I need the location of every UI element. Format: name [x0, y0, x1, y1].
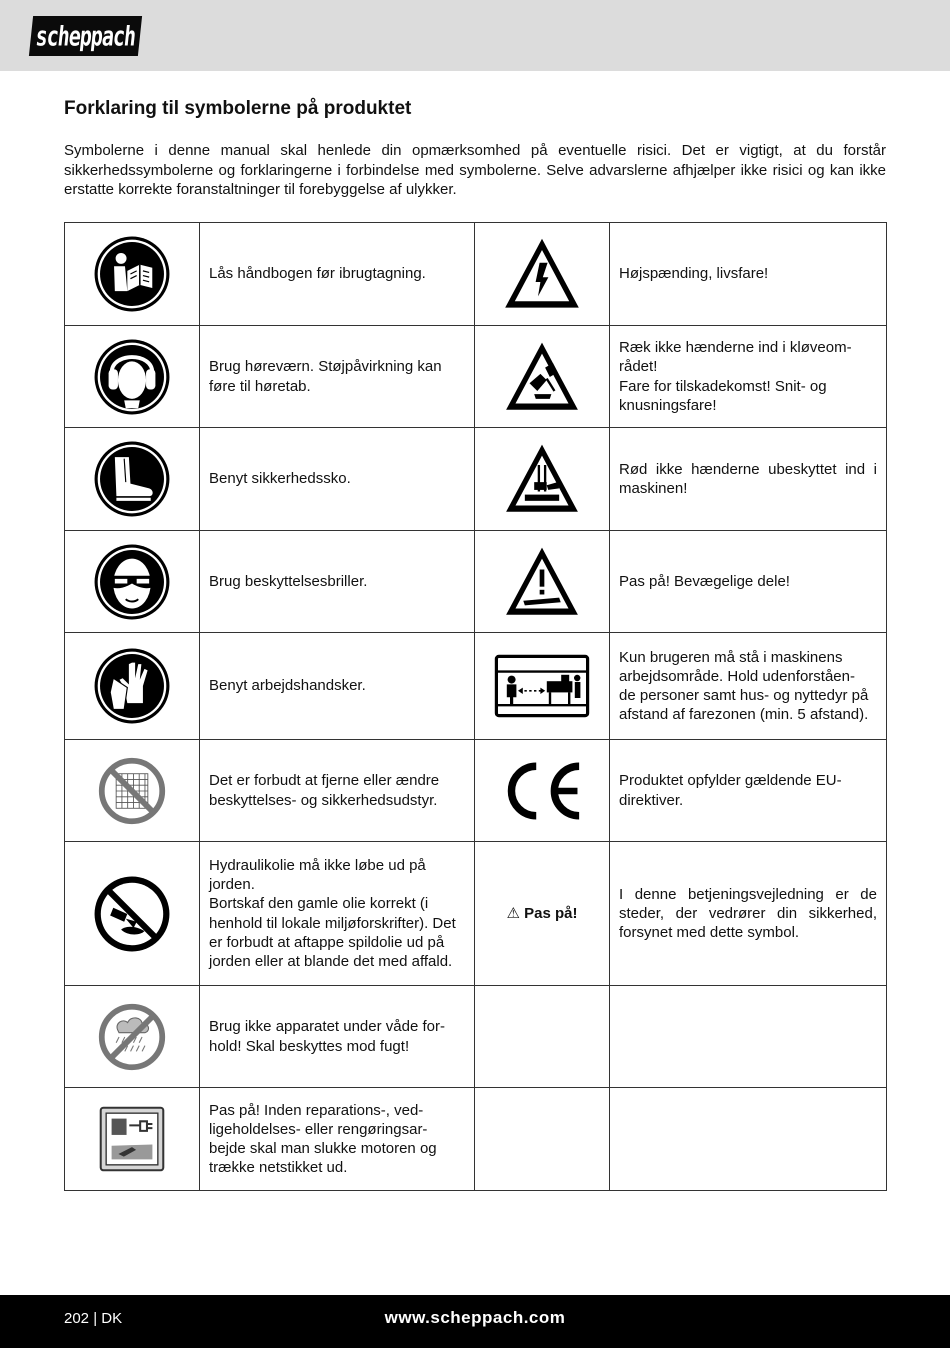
symbol-description: Det er forbudt at fjerne eller ændre beskyttelses- og sikkerhedsudstyr. — [200, 740, 475, 842]
symbol-description: Brug høreværn. Støjpåvirkning kan føre til høretab. — [200, 326, 475, 428]
symbol-description: Kun brugeren må stå i maskinens arbejdsområde. Hold udenforståen- de personer samt hus- og nyttedyr på afstand af farezonen (min. 5 afstand). — [610, 633, 887, 740]
hand-in-machine-warning-icon — [475, 428, 610, 531]
operator-zone-icon — [475, 633, 610, 740]
ce-mark-icon — [475, 740, 610, 842]
symbol-description: Højspænding, livsfare! — [610, 223, 887, 326]
safety-goggles-icon — [65, 531, 200, 633]
moving-parts-warning-icon — [475, 531, 610, 633]
caution-label: ⚠ Pas på! — [475, 842, 610, 986]
empty-cell — [475, 986, 610, 1088]
symbol-description: Pas på! Bevægelige dele! — [610, 531, 887, 633]
table-row — [65, 633, 887, 740]
symbol-description: Brug ikke apparatet under våde for- hold! Skal beskyttes mod fugt! — [200, 986, 475, 1088]
table-row — [65, 740, 887, 842]
symbol-description: Produktet opfylder gældende EU- direktiver. — [610, 740, 887, 842]
symbol-description: Lås håndbogen før ibrugtagning. — [200, 223, 475, 326]
table-row — [65, 842, 887, 986]
symbol-description: Benyt sikkerhedssko. — [200, 428, 475, 531]
symbol-description: Ræk ikke hænderne ind i kløveom- rådet! Fare for tilskadekomst! Snit- og knusningsfare! — [610, 326, 887, 428]
table-row — [65, 326, 887, 428]
symbol-description: Pas på! Inden reparations-, ved- ligeholdelses- eller rengøringsar- bejde skal man slukke motoren og trække netstikket ud. — [200, 1088, 475, 1191]
symbol-table — [64, 222, 887, 1191]
no-guard-removal-icon — [65, 740, 200, 842]
symbol-description: Hydraulikolie må ikke løbe ud på jorden. Bortskaf den gamle olie korrekt (i henhold til lokale miljøforskrifter). Det er forbudt at aftappe spildolie ud på jorden eller at blande det med affald. — [200, 842, 475, 986]
footer-band — [0, 1295, 950, 1348]
empty-cell — [475, 1088, 610, 1191]
table-row — [65, 223, 887, 326]
read-manual-icon — [65, 223, 200, 326]
splitting-hand-warning-icon — [475, 326, 610, 428]
page-number: 202 | DK — [64, 1310, 123, 1327]
empty-cell — [610, 1088, 887, 1191]
intro-paragraph: Symbolerne i denne manual skal henlede din opmærksomhed på eventuelle risici. Det er vigtigt, at du forstår sikkerhedssymbolerne og forklaringerne i forbindelse med symbolerne. Selve advarslerne afhjælper ikke risici og kan ikke erstatte korrekte foranstaltninger til forebyggelse af ulykker. — [64, 142, 886, 198]
table-row — [65, 1088, 887, 1191]
symbol-description: Brug beskyttelsesbriller. — [200, 531, 475, 633]
table-row — [65, 531, 887, 633]
website-url: www.scheppach.com — [384, 1308, 566, 1327]
empty-cell — [610, 986, 887, 1088]
unplug-before-maintenance-icon — [65, 1088, 200, 1191]
safety-boots-icon — [65, 428, 200, 531]
no-rain-icon — [65, 986, 200, 1088]
no-oil-spill-icon — [65, 842, 200, 986]
scheppach-logo: scheppach — [29, 16, 142, 56]
header-band — [0, 0, 950, 71]
table-row — [65, 986, 887, 1088]
symbol-description: Rød ikke hænderne ubeskyttet ind i maskinen! — [610, 428, 887, 531]
symbol-description: Benyt arbejdshandsker. — [200, 633, 475, 740]
ear-protection-icon — [65, 326, 200, 428]
high-voltage-warning-icon — [475, 223, 610, 326]
page-title: Forklaring til symbolerne på produktet — [64, 98, 412, 119]
work-gloves-icon — [65, 633, 200, 740]
table-row — [65, 428, 887, 531]
symbol-description: I denne betjeningsvejledning er de steder, der vedrører din sikkerhed, forsynet med dette symbol. — [610, 842, 887, 986]
